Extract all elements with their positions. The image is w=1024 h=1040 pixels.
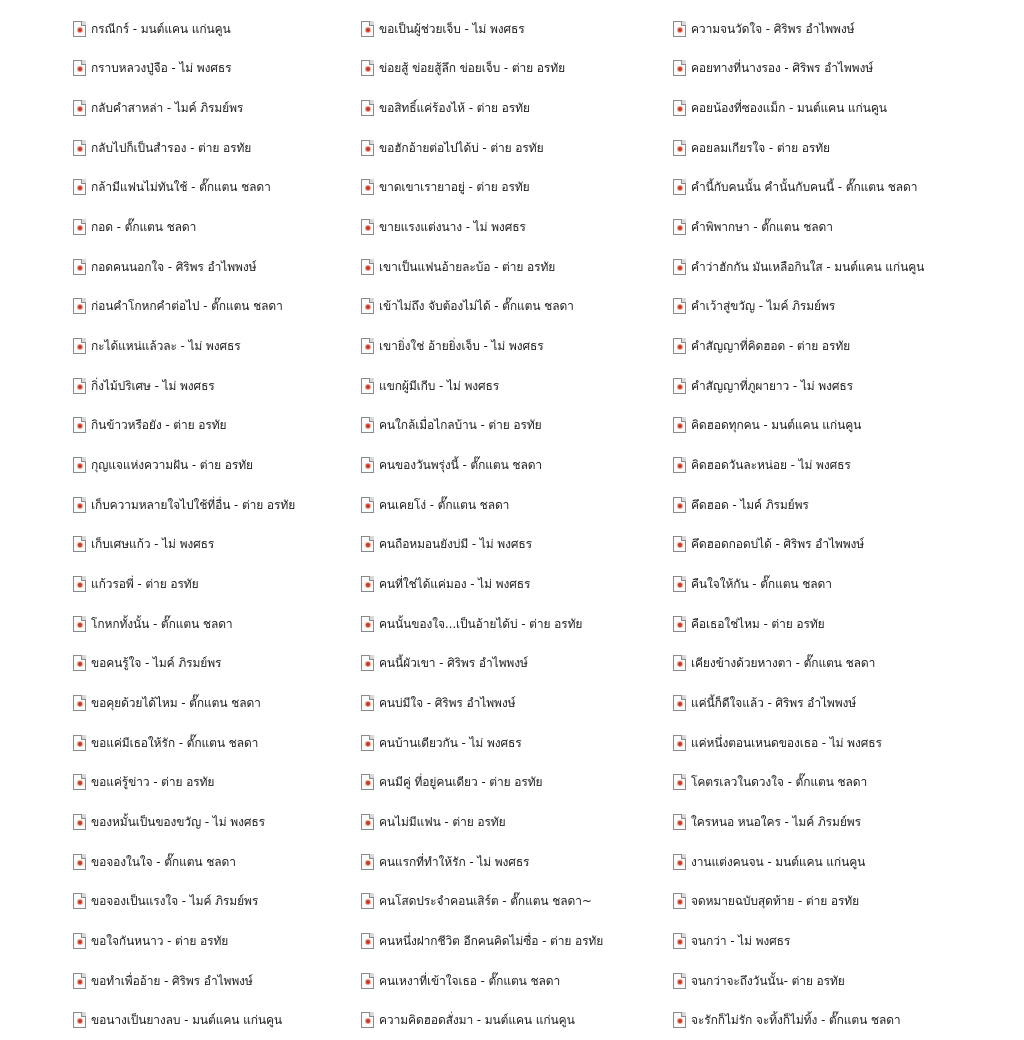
file-item[interactable] <box>673 9 1003 49</box>
audio-file-icon <box>361 576 374 592</box>
file-name: กอด - ตั๊กแตน ชลดา <box>91 220 197 235</box>
file-item[interactable] <box>673 881 1003 921</box>
file-item[interactable] <box>673 1000 1003 1040</box>
file-name: แขกผู้มีเกีบ - ไม่ พงศธร <box>379 378 500 393</box>
audio-file-icon <box>73 973 86 989</box>
audio-file-icon <box>361 60 374 76</box>
audio-file-icon <box>673 933 686 949</box>
audio-file-icon <box>73 259 86 275</box>
file-item[interactable] <box>673 88 1003 128</box>
audio-file-icon <box>73 100 86 116</box>
audio-file-icon <box>73 179 86 195</box>
audio-file-icon <box>673 695 686 711</box>
audio-file-icon <box>673 497 686 513</box>
file-name: คนบ่มีใจ - ศิริพร อำไพพงษ์ <box>379 695 516 710</box>
file-name: คือเธอใช่ไหม - ต่าย อรทัย <box>691 616 825 631</box>
audio-file-icon <box>673 893 686 909</box>
audio-file-icon <box>73 417 86 433</box>
file-name: คำสัญญาที่คิดฮอด - ต่าย อรทัย <box>691 339 851 354</box>
file-item[interactable] <box>673 921 1003 961</box>
file-item[interactable] <box>73 49 403 89</box>
audio-file-icon <box>673 417 686 433</box>
file-item[interactable] <box>673 49 1003 89</box>
audio-file-icon <box>73 695 86 711</box>
audio-file-icon <box>73 298 86 314</box>
file-item[interactable] <box>73 1000 403 1040</box>
audio-file-icon <box>73 854 86 870</box>
file-name: กินข้าวหรือยัง - ต่าย อรทัย <box>91 418 227 433</box>
audio-file-icon <box>361 140 374 156</box>
file-name: จดหมายฉบับสุดท้าย - ต่าย อรทัย <box>691 894 860 909</box>
file-item[interactable] <box>361 406 691 446</box>
file-item[interactable] <box>73 723 403 763</box>
file-name: ขายแรงแต่งนาง - ไม่ พงศธร <box>379 220 526 235</box>
file-item[interactable] <box>73 287 403 327</box>
file-item[interactable] <box>361 961 691 1001</box>
file-item[interactable] <box>361 326 691 366</box>
file-item[interactable] <box>673 604 1003 644</box>
file-item[interactable] <box>673 802 1003 842</box>
file-name: โกหกทั้งนั้น - ตั๊กแตน ชลดา <box>91 616 233 631</box>
file-name: กิ่งไม้ปริเศษ - ไม่ พงศธร <box>91 378 215 393</box>
file-item[interactable] <box>73 921 403 961</box>
file-name: คำเว้าสู่ขวัญ - ไมค์ ภิรมย์พร <box>691 299 836 314</box>
file-name: คนถือหมอนยังบ่มี - ไม่ พงศธร <box>379 537 532 552</box>
audio-file-icon <box>361 219 374 235</box>
file-item[interactable] <box>673 762 1003 802</box>
file-name: เก็บเศษแก้ว - ไม่ พงศธร <box>91 537 215 552</box>
file-item[interactable] <box>73 445 403 485</box>
file-item[interactable] <box>361 207 691 247</box>
file-name: คนใกล้เมื่อไกลบ้าน - ต่าย อรทัย <box>379 418 542 433</box>
file-item[interactable] <box>73 485 403 525</box>
audio-file-icon <box>361 298 374 314</box>
audio-file-icon <box>73 21 86 37</box>
file-name: คนโสดประจำคอนเสิร์ต - ตั๊กแตน ชลดา~ <box>379 894 592 909</box>
file-name: ความคิดฮอดสั่งมา - มนต์แคน แก่นคูน <box>379 1013 575 1028</box>
audio-file-icon <box>673 973 686 989</box>
audio-file-icon <box>361 179 374 195</box>
file-item[interactable] <box>361 762 691 802</box>
file-item[interactable] <box>361 128 691 168</box>
audio-file-icon <box>361 933 374 949</box>
audio-file-icon <box>361 655 374 671</box>
file-name: ขอจองเป็นแรงใจ - ไมค์ ภิรมย์พร <box>91 894 259 909</box>
file-item[interactable] <box>673 445 1003 485</box>
file-item[interactable] <box>361 525 691 565</box>
audio-file-icon <box>673 60 686 76</box>
file-item[interactable] <box>673 406 1003 446</box>
file-item[interactable] <box>361 564 691 604</box>
file-name: ขาดเขาเรายาอยู่ - ต่าย อรทัย <box>379 180 530 195</box>
file-item[interactable] <box>673 128 1003 168</box>
file-name: ความจนวัดใจ - ศิริพร อำไพพงษ์ <box>691 21 855 36</box>
file-item[interactable] <box>361 683 691 723</box>
audio-file-icon <box>673 854 686 870</box>
file-item[interactable] <box>673 485 1003 525</box>
file-item[interactable] <box>73 762 403 802</box>
file-name: ก่อนคำโกหกคำต่อไป - ตั๊กแตน ชลดา <box>91 299 283 314</box>
audio-file-icon <box>361 21 374 37</box>
file-item[interactable] <box>361 881 691 921</box>
audio-file-icon <box>673 655 686 671</box>
file-name: เข้าไม่ถึง จับต้องไม่ได้ - ตั๊กแตน ชลดา <box>379 299 574 314</box>
file-name: เก็บความหลายใจไปใช้ที่อื่น - ต่าย อรทัย <box>91 497 296 512</box>
audio-file-icon <box>361 616 374 632</box>
file-item[interactable] <box>673 247 1003 287</box>
file-item[interactable] <box>73 683 403 723</box>
file-item[interactable] <box>73 88 403 128</box>
file-item[interactable] <box>73 644 403 684</box>
audio-file-icon <box>73 219 86 235</box>
file-item[interactable] <box>361 604 691 644</box>
file-item[interactable] <box>73 326 403 366</box>
audio-file-icon <box>73 576 86 592</box>
audio-file-icon <box>361 457 374 473</box>
file-name: คอยลมเกียรใจ - ต่าย อรทัย <box>691 140 830 155</box>
file-item[interactable] <box>361 723 691 763</box>
file-name: ใครหนอ หนอใคร - ไมค์ ภิรมย์พร <box>691 814 861 829</box>
audio-file-icon <box>673 140 686 156</box>
audio-file-icon <box>361 695 374 711</box>
audio-file-icon <box>673 338 686 354</box>
file-name: เขายิ่งใช่ อ้ายยิ่งเจ็บ - ไม่ พงศธร <box>379 339 544 354</box>
audio-file-icon <box>673 21 686 37</box>
file-name: โคตรเลวในดวงใจ - ตั๊กแตน ชลดา <box>691 775 868 790</box>
file-item[interactable] <box>673 564 1003 604</box>
file-item[interactable] <box>673 326 1003 366</box>
audio-file-icon <box>673 179 686 195</box>
file-name: คนของวันพรุ่งนี้ - ตั๊กแตน ชลดา <box>379 458 543 473</box>
audio-file-icon <box>673 298 686 314</box>
file-item[interactable] <box>361 168 691 208</box>
audio-file-icon <box>73 497 86 513</box>
file-item[interactable] <box>73 842 403 882</box>
audio-file-icon <box>73 457 86 473</box>
file-name: คนไม่มีแฟน - ต่าย อรทัย <box>379 814 506 829</box>
file-name: ขอคนรู้ใจ - ไมค์ ภิรมย์พร <box>91 656 222 671</box>
file-name: คนหนึ่งฝากชีวิต อีกคนคิดไม่ซื่อ - ต่าย อรทัย <box>379 933 604 948</box>
file-name: แก้วรอพี่ - ต่าย อรทัย <box>91 577 199 592</box>
audio-file-icon <box>673 774 686 790</box>
file-item[interactable] <box>673 723 1003 763</box>
file-name: กล้ามีแฟนไม่ทันใช้ - ตั๊กแตน ชลดา <box>91 180 271 195</box>
file-name: เคียงข้างด้วยหางตา - ตั๊กแตน ชลดา <box>691 656 876 671</box>
file-item[interactable] <box>73 366 403 406</box>
audio-file-icon <box>73 140 86 156</box>
audio-file-icon <box>361 893 374 909</box>
file-item[interactable] <box>73 9 403 49</box>
audio-file-icon <box>361 497 374 513</box>
file-name: คอยทางที่นางรอง - ศิริพร อำไพพงษ์ <box>691 61 874 76</box>
file-column-2 <box>361 9 691 1040</box>
file-item[interactable] <box>73 247 403 287</box>
audio-file-icon <box>73 536 86 552</box>
audio-file-icon <box>73 378 86 394</box>
file-name: แค่นี้ก็ดีใจแล้ว - ศิริพร อำไพพงษ์ <box>691 695 857 710</box>
file-item[interactable] <box>73 168 403 208</box>
file-name: กราบหลวงปู่จือ - ไม่ พงศธร <box>91 61 232 76</box>
file-name: ขอสิทธิ์แค่ร้องไห้ - ต่าย อรทัย <box>379 101 530 116</box>
file-name: คำนี้กับคนนั้น คำนั้นกับคนนี้ - ตั๊กแตน ชลดา <box>691 180 918 195</box>
file-column-1 <box>73 9 403 1040</box>
audio-file-icon <box>361 259 374 275</box>
file-name: เขาเป็นแฟนอ้ายละบ้อ - ต่าย อรทัย <box>379 259 556 274</box>
file-name: จะรักก็ไม่รัก จะทิ้งก็ไม่ทิ้ง - ตั๊กแตน ชลดา <box>691 1013 901 1028</box>
file-name: คนเหงาที่เข้าใจเธอ - ตั๊กแตน ชลดา <box>379 973 561 988</box>
file-item[interactable] <box>673 366 1003 406</box>
file-item[interactable] <box>673 207 1003 247</box>
audio-file-icon <box>673 735 686 751</box>
audio-file-icon <box>73 893 86 909</box>
audio-file-icon <box>73 933 86 949</box>
audio-file-icon <box>73 60 86 76</box>
audio-file-icon <box>673 378 686 394</box>
file-name: คำพิพากษา - ตั๊กแตน ชลดา <box>691 220 833 235</box>
file-name: กุญแจแห่งความฝัน - ต่าย อรทัย <box>91 458 253 473</box>
audio-file-icon <box>361 417 374 433</box>
file-name: ขอแค่รู้ข่าว - ต่าย อรทัย <box>91 775 215 790</box>
file-item[interactable] <box>673 525 1003 565</box>
audio-file-icon <box>673 576 686 592</box>
file-name: คนที่ใช่ได้แค่มอง - ไม่ พงศธร <box>379 577 531 592</box>
file-name: คึดฮอดกอดบ่ได้ - ศิริพร อำไพพงษ์ <box>691 537 865 552</box>
file-name: จนกว่า - ไม่ พงศธร <box>691 933 791 948</box>
file-name: คอยน้องที่ซองแม็ก - มนต์แคน แก่นคูน <box>691 101 887 116</box>
audio-file-icon <box>673 616 686 632</box>
file-item[interactable] <box>361 921 691 961</box>
file-name: ขอนางเป็นยางลบ - มนต์แคน แก่นคูน <box>91 1013 283 1028</box>
file-column-3 <box>673 9 1003 1040</box>
file-item[interactable] <box>361 802 691 842</box>
file-item[interactable] <box>361 49 691 89</box>
file-name: ขอทำเพื่ออ้าย - ศิริพร อำไพพงษ์ <box>91 973 253 988</box>
audio-file-icon <box>673 814 686 830</box>
file-name: คนนี้ผัวเขา - ศิริพร อำไพพงษ์ <box>379 656 528 671</box>
file-name: จนกว่าจะถึงวันนั้น- ต่าย อรทัย <box>691 973 845 988</box>
audio-file-icon <box>73 616 86 632</box>
audio-file-icon <box>361 973 374 989</box>
audio-file-icon <box>73 774 86 790</box>
file-item[interactable] <box>73 604 403 644</box>
audio-file-icon <box>73 735 86 751</box>
audio-file-icon <box>73 655 86 671</box>
file-item[interactable] <box>73 525 403 565</box>
file-item[interactable] <box>673 644 1003 684</box>
file-item[interactable] <box>361 842 691 882</box>
file-name: ข่อยสู้ ข่อยสู้ลึก ข่อยเจ็บ - ต่าย อรทัย <box>379 61 566 76</box>
file-name: กะได้แหน่แล้วละ - ไม่ พงศธร <box>91 339 241 354</box>
file-name: ขอใจกันหนาว - ต่าย อรทัย <box>91 933 229 948</box>
audio-file-icon <box>73 814 86 830</box>
audio-file-icon <box>73 338 86 354</box>
file-item[interactable] <box>361 247 691 287</box>
audio-file-icon <box>673 536 686 552</box>
file-name: คึดฮอด - ไมค์ ภิรมย์พร <box>691 497 809 512</box>
file-name: คนบ้านเดียวกัน - ไม่ พงศธร <box>379 735 522 750</box>
file-item[interactable] <box>73 406 403 446</box>
audio-file-icon <box>361 854 374 870</box>
audio-file-icon <box>361 814 374 830</box>
file-name: ขอเป็นผู้ช่วยเจ็บ - ไม่ พงศธร <box>379 21 525 36</box>
audio-file-icon <box>673 100 686 116</box>
file-name: คืนใจให้กัน - ตั๊กแตน ชลดา <box>691 577 832 592</box>
file-name: ของหมั้นเป็นของขวัญ - ไม่ พงศธร <box>91 814 265 829</box>
audio-file-icon <box>673 457 686 473</box>
file-name: คิดฮอดทุกคน - มนต์แคน แก่นคูน <box>691 418 862 433</box>
file-item[interactable] <box>673 683 1003 723</box>
file-item[interactable] <box>361 9 691 49</box>
file-name: คนแรกที่ทำให้รัก - ไม่ พงศธร <box>379 854 530 869</box>
file-item[interactable] <box>673 842 1003 882</box>
audio-file-icon <box>361 1012 374 1028</box>
file-item[interactable] <box>73 881 403 921</box>
file-item[interactable] <box>361 1000 691 1040</box>
file-item[interactable] <box>73 802 403 842</box>
file-name: ขอคุยด้วยได้ไหม - ตั๊กแตน ชลดา <box>91 695 261 710</box>
file-name: กลับคำสาหล่า - ไมค์ ภิรมย์พร <box>91 101 244 116</box>
file-name: ขอจองในใจ - ตั๊กแตน ชลดา <box>91 854 236 869</box>
file-item[interactable] <box>673 961 1003 1001</box>
file-name: คนนั้นของใจ...เป็นอ้ายได้บ่ - ต่าย อรทัย <box>379 616 583 631</box>
file-item[interactable] <box>73 128 403 168</box>
file-name: ขอแค่มีเธอให้รัก - ตั๊กแตน ชลดา <box>91 735 259 750</box>
file-item[interactable] <box>361 287 691 327</box>
audio-file-icon <box>361 338 374 354</box>
audio-file-icon <box>73 1012 86 1028</box>
file-name: คำว่าฮักกัน มันเหลือกินใส - มนต์แคน แก่นคูน <box>691 259 925 274</box>
file-name: คนมีคู่ ที่อยู่คนเดียว - ต่าย อรทัย <box>379 775 543 790</box>
file-item[interactable] <box>73 564 403 604</box>
file-item[interactable] <box>73 961 403 1001</box>
file-item[interactable] <box>73 207 403 247</box>
file-name: กรณีกร์ - มนต์แคน แก่นคูน <box>91 21 231 36</box>
file-item[interactable] <box>361 644 691 684</box>
file-item[interactable] <box>361 88 691 128</box>
audio-file-icon <box>361 536 374 552</box>
file-name: คนเคยโง่ - ตั๊กแตน ชลดา <box>379 497 510 512</box>
audio-file-icon <box>673 1012 686 1028</box>
audio-file-icon <box>673 219 686 235</box>
audio-file-icon <box>361 100 374 116</box>
file-item[interactable] <box>361 366 691 406</box>
file-name: งานแต่งคนจน - มนต์แคน แก่นคูน <box>691 854 866 869</box>
file-name: กลับไปก็เป็นสำรอง - ต่าย อรทัย <box>91 140 252 155</box>
file-name: กอดคนนอกใจ - ศิริพร อำไพพงษ์ <box>91 259 257 274</box>
file-item[interactable] <box>361 445 691 485</box>
audio-file-icon <box>361 774 374 790</box>
audio-file-icon <box>361 735 374 751</box>
audio-file-icon <box>361 378 374 394</box>
file-item[interactable] <box>673 287 1003 327</box>
file-name: แค่หนึ่งตอนเหนดของเธอ - ไม่ พงศธร <box>691 735 882 750</box>
file-name: คิดฮอดวันละหน่อย - ไม่ พงศธร <box>691 458 851 473</box>
file-item[interactable] <box>361 485 691 525</box>
audio-file-icon <box>673 259 686 275</box>
file-item[interactable] <box>673 168 1003 208</box>
file-name: ขอฮักอ้ายต่อไปได้บ่ - ต่าย อรทัย <box>379 140 544 155</box>
file-name: คำสัญญาที่ภูผายาว - ไม่ พงศธร <box>691 378 853 393</box>
